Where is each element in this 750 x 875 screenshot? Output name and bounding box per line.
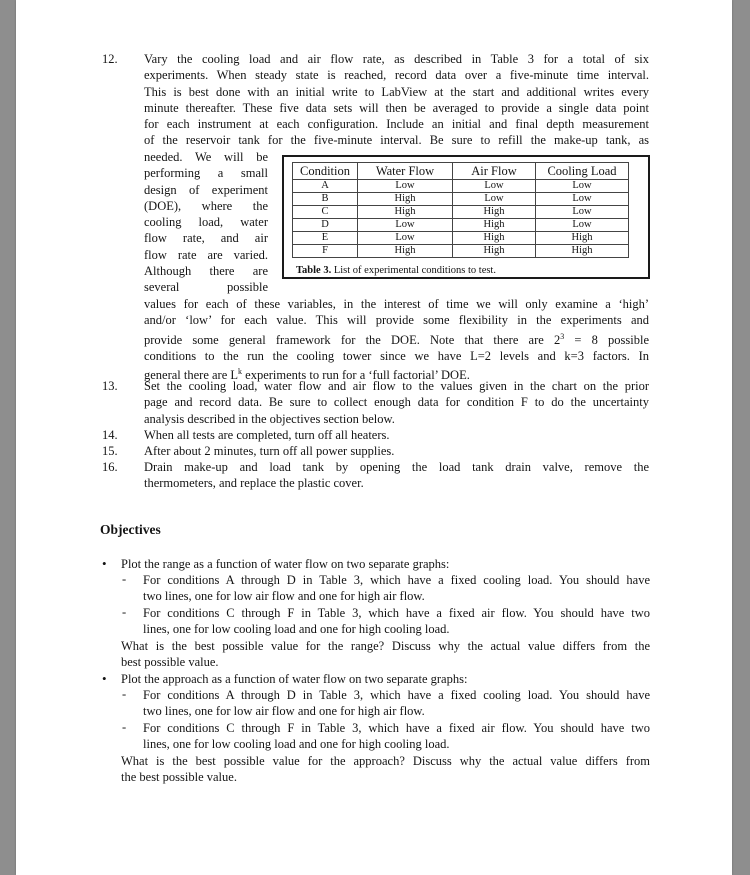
- text-line: design of experiment: [144, 182, 268, 197]
- conditions-table-box: [282, 155, 650, 279]
- step-12-continuation: [144, 296, 649, 384]
- table-cell: Low: [453, 193, 536, 206]
- column-header-cooling-load: Cooling Load: [536, 163, 629, 180]
- text-line: several possible: [144, 280, 268, 295]
- step-12-wrap-text: [144, 149, 268, 296]
- text-line: Although there are: [144, 264, 268, 279]
- table-cell: E: [293, 232, 358, 245]
- step-14-text: When all tests are completed, turn off all heaters.: [144, 428, 390, 442]
- table-header-row: [293, 163, 629, 180]
- text-line: needed. We will be: [144, 150, 268, 164]
- text-line: experiments. When steady state is reached, record data over a five-minute time interval.: [144, 68, 649, 83]
- step-number-13: 13.: [102, 379, 118, 393]
- text-line: performing a small: [144, 166, 268, 181]
- column-header-condition: Condition: [293, 163, 358, 180]
- text-line: lines, one for low cooling load and one for high cooling load.: [143, 622, 450, 637]
- step-number-12: 12.: [102, 52, 118, 66]
- step-15-text: After about 2 minutes, turn off all power supplies.: [144, 444, 395, 458]
- table-cell: F: [293, 245, 358, 258]
- text-fragment: experiments to run for a ‘full factorial’ DOE.: [242, 368, 470, 383]
- text-line: cooling load, water: [144, 215, 268, 230]
- table-caption-label: Table 3.: [296, 265, 332, 276]
- text-line: What is the best possible value for the approach? Discuss why the actual value differs from: [121, 754, 650, 768]
- column-header-water-flow: Water Flow: [358, 163, 453, 180]
- text-line: lines, one for low cooling load and one for high cooling load.: [143, 737, 450, 752]
- text-line: This is best done with an initial write to LabView at the start and additional writes every: [144, 84, 649, 99]
- step-16-text: [144, 459, 649, 492]
- table-cell: High: [453, 232, 536, 245]
- bullet-marker: •: [102, 556, 107, 571]
- text-line: the best possible value.: [121, 770, 237, 785]
- text-line: Drain make-up and load tank by opening the load tank drain valve, remove the: [144, 460, 649, 474]
- text-line: two lines, one for low air flow and one for high air flow.: [143, 704, 425, 719]
- superscript-exponent: k: [238, 367, 243, 377]
- table-cell: Low: [536, 206, 629, 219]
- dash-marker: -: [122, 720, 127, 734]
- text-line: analysis described in the objectives section below.: [144, 411, 395, 426]
- table-cell: High: [453, 219, 536, 232]
- objective-1-sub-1: [143, 572, 650, 605]
- document-page: [16, 0, 732, 875]
- text-line: minute thereafter. These five data sets will then be averaged to provide a single data point: [144, 100, 649, 115]
- text-fragment: = 8 possible: [564, 332, 649, 347]
- text-line: of the reservoir tank for the five-minute interval. Be sure to refill the make-up tank, as: [144, 133, 649, 148]
- text-line: For conditions A through D in Table 3, which have a fixed cooling load. You should have: [143, 573, 650, 587]
- text-line: and/or ‘low’ for each value. This will provide some flexibility in the experiments and: [144, 313, 649, 328]
- text-line: page and record data. Be sure to collect enough data for condition F to do the uncertainty: [144, 395, 649, 410]
- table-row: [293, 245, 629, 258]
- table-cell: Low: [536, 219, 629, 232]
- text-line: Vary the cooling load and air flow rate, as described in Table 3 for a total of six: [144, 52, 649, 66]
- text-line: flow rate, and air: [144, 231, 268, 246]
- text-line: two lines, one for low air flow and one for high air flow.: [143, 589, 425, 604]
- table-row: [293, 180, 629, 193]
- text-line: For conditions C through F in Table 3, which have a fixed air flow. You should have two: [143, 606, 650, 620]
- table-cell: High: [536, 245, 629, 258]
- table-cell: High: [358, 193, 453, 206]
- table-row: [293, 193, 629, 206]
- table-cell: C: [293, 206, 358, 219]
- text-line: for each instrument at each configuration. Include an initial and final depth measurement: [144, 117, 649, 132]
- text-fragment: provide some general framework for the DOE. Note that there are 2: [144, 332, 561, 347]
- dash-marker: -: [122, 572, 127, 586]
- text-fragment: general there are L: [144, 368, 239, 383]
- text-line: conditions to the run the cooling tower since we have L=2 levels and k=3 factors. In: [144, 349, 649, 364]
- text-line: For conditions C through F in Table 3, which have a fixed air flow. You should have two: [143, 721, 650, 735]
- step-12-text: [144, 51, 649, 149]
- objective-2-sub-2: [143, 720, 650, 753]
- table-cell: Low: [358, 219, 453, 232]
- text-line: Set the cooling load, water flow and air flow to the values given in the chart on the prior: [144, 379, 649, 393]
- step-number-16: 16.: [102, 460, 118, 474]
- table-cell: High: [358, 245, 453, 258]
- step-13-text: [144, 378, 649, 427]
- objective-1-question: [121, 638, 650, 671]
- text-line: What is the best possible value for the range? Discuss why the actual value differs from the: [121, 639, 650, 653]
- table-cell: High: [358, 206, 453, 219]
- objective-2-question: [121, 753, 650, 786]
- dash-marker: -: [122, 605, 127, 619]
- objective-2-text: Plot the approach as a function of water flow on two separate graphs:: [121, 672, 468, 686]
- superscript-exponent: 3: [560, 331, 565, 341]
- step-number-14: 14.: [102, 428, 118, 442]
- column-header-air-flow: Air Flow: [453, 163, 536, 180]
- table-cell: Low: [536, 193, 629, 206]
- text-line: (DOE), where the: [144, 198, 268, 213]
- table-cell: B: [293, 193, 358, 206]
- text-line: thermometers, and replace the plastic cover.: [144, 476, 364, 491]
- text-line: For conditions A through D in Table 3, which have a fixed cooling load. You should have: [143, 688, 650, 702]
- bullet-marker: •: [102, 671, 107, 686]
- table-cell: High: [536, 232, 629, 245]
- objective-1-text: Plot the range as a function of water flow on two separate graphs:: [121, 557, 450, 571]
- table-caption: [296, 265, 496, 276]
- table-row: [293, 206, 629, 219]
- table-row: [293, 219, 629, 232]
- table-cell: Low: [358, 232, 453, 245]
- conditions-table: [292, 162, 629, 258]
- table-cell: Low: [536, 180, 629, 193]
- table-cell: A: [293, 180, 358, 193]
- objective-1-sub-2: [143, 605, 650, 638]
- objectives-heading: Objectives: [100, 522, 161, 537]
- table-caption-text: List of experimental conditions to test.: [331, 265, 496, 276]
- table-cell: High: [453, 245, 536, 258]
- dash-marker: -: [122, 687, 127, 701]
- text-line: best possible value.: [121, 655, 219, 670]
- table-cell: Low: [453, 180, 536, 193]
- objective-2-sub-1: [143, 687, 650, 720]
- table-cell: D: [293, 219, 358, 232]
- text-line: [144, 329, 649, 348]
- text-line: flow rate are varied.: [144, 247, 268, 262]
- text-line: values for each of these variables, in the interest of time we will only examine a ‘high’: [144, 297, 649, 311]
- step-number-15: 15.: [102, 444, 118, 458]
- table-row: [293, 232, 629, 245]
- table-cell: High: [453, 206, 536, 219]
- table-cell: Low: [358, 180, 453, 193]
